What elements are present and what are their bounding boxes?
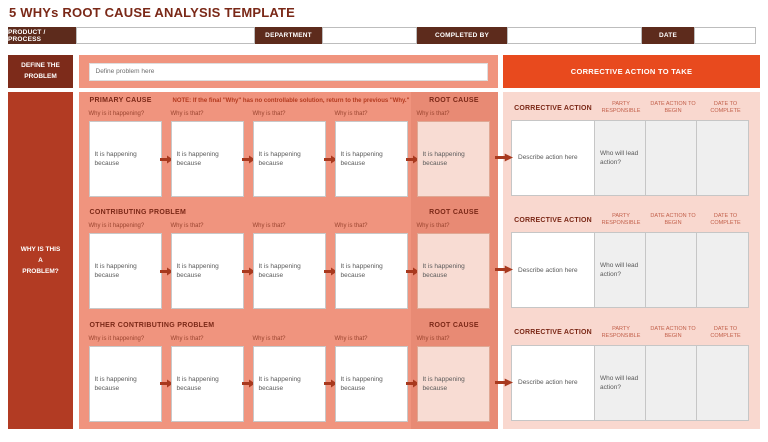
note-text: NOTE: If the final "Why" has no controllable solution, return to the previous "Why.": [172, 98, 410, 104]
arrow-right-icon: [244, 233, 253, 309]
why-column-label: Why is that?: [416, 335, 450, 342]
corrective-action-column-header: CORRECTIVE ACTION: [514, 104, 592, 112]
why-boxes-row: [89, 233, 498, 309]
why-column-label: Why is that?: [416, 111, 450, 117]
why-column-label: Why is that?: [334, 335, 368, 342]
why-column-label: Why is that?: [170, 335, 204, 342]
why-problem-sidebar-label: WHY IS THIS A PROBLEM?: [8, 92, 73, 429]
date-complete-cell[interactable]: [696, 345, 749, 421]
why-column-label: Why is that?: [170, 111, 204, 117]
arrow-right-icon: [162, 346, 171, 422]
five-whys-area: [79, 92, 498, 429]
action-cell[interactable]: Describe action here: [511, 345, 595, 421]
arrow-right-icon: [495, 153, 513, 162]
arrow-right-icon: [408, 233, 417, 309]
meta-row: [8, 27, 756, 44]
why-box[interactable]: It is happening because: [253, 233, 326, 309]
corrective-column-headers: [511, 208, 752, 232]
date-begin-cell[interactable]: [645, 345, 697, 421]
date-complete-column-header: DATE TO COMPLETE: [710, 100, 741, 114]
why-column-label: Why is that?: [252, 111, 286, 117]
root-cause-box[interactable]: It is happening because: [417, 346, 490, 422]
date-complete-column-header: DATE TO COMPLETE: [710, 325, 741, 339]
why-box[interactable]: It is happening because: [335, 346, 408, 422]
why-column-label: Why is that?: [334, 223, 368, 230]
arrow-right-icon: [326, 121, 335, 197]
why-column-label: Why is that?: [416, 223, 450, 230]
define-problem-label: DEFINE THE PROBLEM: [8, 55, 73, 88]
completed-by-field[interactable]: [507, 27, 642, 44]
why-box[interactable]: It is happening because: [335, 233, 408, 309]
department-label: DEPARTMENT: [255, 27, 322, 44]
why-box[interactable]: It is happening because: [89, 121, 162, 197]
why-box[interactable]: It is happening because: [171, 346, 244, 422]
party-cell[interactable]: Who will lead action?: [594, 345, 646, 421]
why-box[interactable]: It is happening because: [171, 233, 244, 309]
date-complete-column-header: DATE TO COMPLETE: [710, 213, 741, 227]
arrow-right-icon: [408, 346, 417, 422]
arrow-right-icon: [408, 121, 417, 197]
arrow-right-icon: [495, 265, 513, 274]
why-box[interactable]: It is happening because: [89, 346, 162, 422]
why-column-label: Why is it happening?: [88, 111, 145, 117]
root-cause-label: ROOT CAUSE: [429, 321, 479, 329]
why-box[interactable]: It is happening because: [335, 121, 408, 197]
date-begin-column-header: DATE ACTION TO BEGIN: [650, 213, 696, 227]
corrective-column-headers: [511, 321, 752, 345]
root-cause-box[interactable]: It is happening because: [417, 233, 490, 309]
action-cell[interactable]: Describe action here: [511, 120, 595, 196]
party-responsible-column-header: PARTY RESPONSIBLE: [601, 213, 641, 227]
root-cause-label: ROOT CAUSE: [429, 97, 479, 104]
why-box[interactable]: It is happening because: [253, 121, 326, 197]
why-boxes-row: [89, 121, 498, 197]
corrective-column-headers: [511, 96, 752, 120]
action-cell[interactable]: Describe action here: [511, 232, 595, 308]
corrective-action-panel: [503, 92, 760, 429]
arrow-right-icon: [244, 121, 253, 197]
date-complete-cell[interactable]: [696, 232, 749, 308]
party-cell[interactable]: Who will lead action?: [594, 232, 646, 308]
corrective-action-header: CORRECTIVE ACTION TO TAKE: [503, 55, 760, 88]
corrective-group: [511, 204, 752, 316]
why-column-labels: [89, 111, 498, 121]
section-title: PRIMARY CAUSE: [89, 97, 152, 104]
date-complete-cell[interactable]: [696, 120, 749, 196]
template-body: [8, 55, 760, 429]
corrective-table-row: [511, 345, 752, 421]
arrow-right-icon: [162, 233, 171, 309]
section-other-contributing-problem: [79, 317, 498, 429]
corrective-table-row: [511, 232, 752, 308]
arrow-right-icon: [326, 233, 335, 309]
why-column-label: Why is that?: [252, 223, 286, 230]
section-header: [89, 97, 498, 109]
page-title: 5 WHYs ROOT CAUSE ANALYSIS TEMPLATE: [9, 5, 296, 20]
why-box[interactable]: It is happening because: [171, 121, 244, 197]
corrective-group: [511, 317, 752, 429]
arrow-right-icon: [495, 378, 513, 387]
date-begin-cell[interactable]: [645, 120, 697, 196]
date-begin-column-header: DATE ACTION TO BEGIN: [650, 325, 696, 339]
section-contributing-problem: [79, 204, 498, 316]
corrective-action-column-header: CORRECTIVE ACTION: [514, 329, 592, 337]
why-box[interactable]: It is happening because: [253, 346, 326, 422]
section-header: [89, 322, 498, 334]
date-field[interactable]: [694, 27, 756, 44]
why-column-labels: [89, 223, 498, 233]
why-column-label: Why is that?: [334, 111, 368, 117]
product-process-field[interactable]: [76, 27, 255, 44]
define-problem-area: [79, 55, 498, 88]
arrow-right-icon: [162, 121, 171, 197]
why-column-label: Why is that?: [252, 335, 286, 342]
party-responsible-column-header: PARTY RESPONSIBLE: [601, 100, 641, 114]
section-header: [89, 209, 498, 221]
root-cause-box[interactable]: It is happening because: [417, 121, 490, 197]
date-begin-cell[interactable]: [645, 232, 697, 308]
corrective-table-row: [511, 120, 752, 196]
arrow-right-icon: [326, 346, 335, 422]
why-boxes-row: [89, 346, 498, 422]
party-responsible-column-header: PARTY RESPONSIBLE: [601, 325, 641, 339]
department-field[interactable]: [322, 27, 417, 44]
why-column-labels: [89, 336, 498, 346]
section-title: CONTRIBUTING PROBLEM: [89, 209, 187, 217]
party-cell[interactable]: Who will lead action?: [594, 120, 646, 196]
define-problem-input[interactable]: Define problem here: [89, 63, 488, 81]
date-begin-column-header: DATE ACTION TO BEGIN: [650, 100, 696, 114]
why-column-label: Why is that?: [170, 223, 204, 230]
section-primary-cause: [79, 92, 498, 204]
arrow-right-icon: [244, 346, 253, 422]
product-process-label: PRODUCT / PROCESS: [8, 27, 76, 44]
corrective-action-column-header: CORRECTIVE ACTION: [514, 216, 592, 224]
why-box[interactable]: It is happening because: [89, 233, 162, 309]
date-label: DATE: [642, 27, 694, 44]
corrective-group: [511, 92, 752, 204]
root-cause-label: ROOT CAUSE: [429, 209, 479, 217]
why-column-label: Why is it happening?: [88, 335, 145, 342]
why-column-label: Why is it happening?: [88, 223, 145, 230]
completed-by-label: COMPLETED BY: [417, 27, 507, 44]
section-title: OTHER CONTRIBUTING PROBLEM: [89, 321, 215, 329]
